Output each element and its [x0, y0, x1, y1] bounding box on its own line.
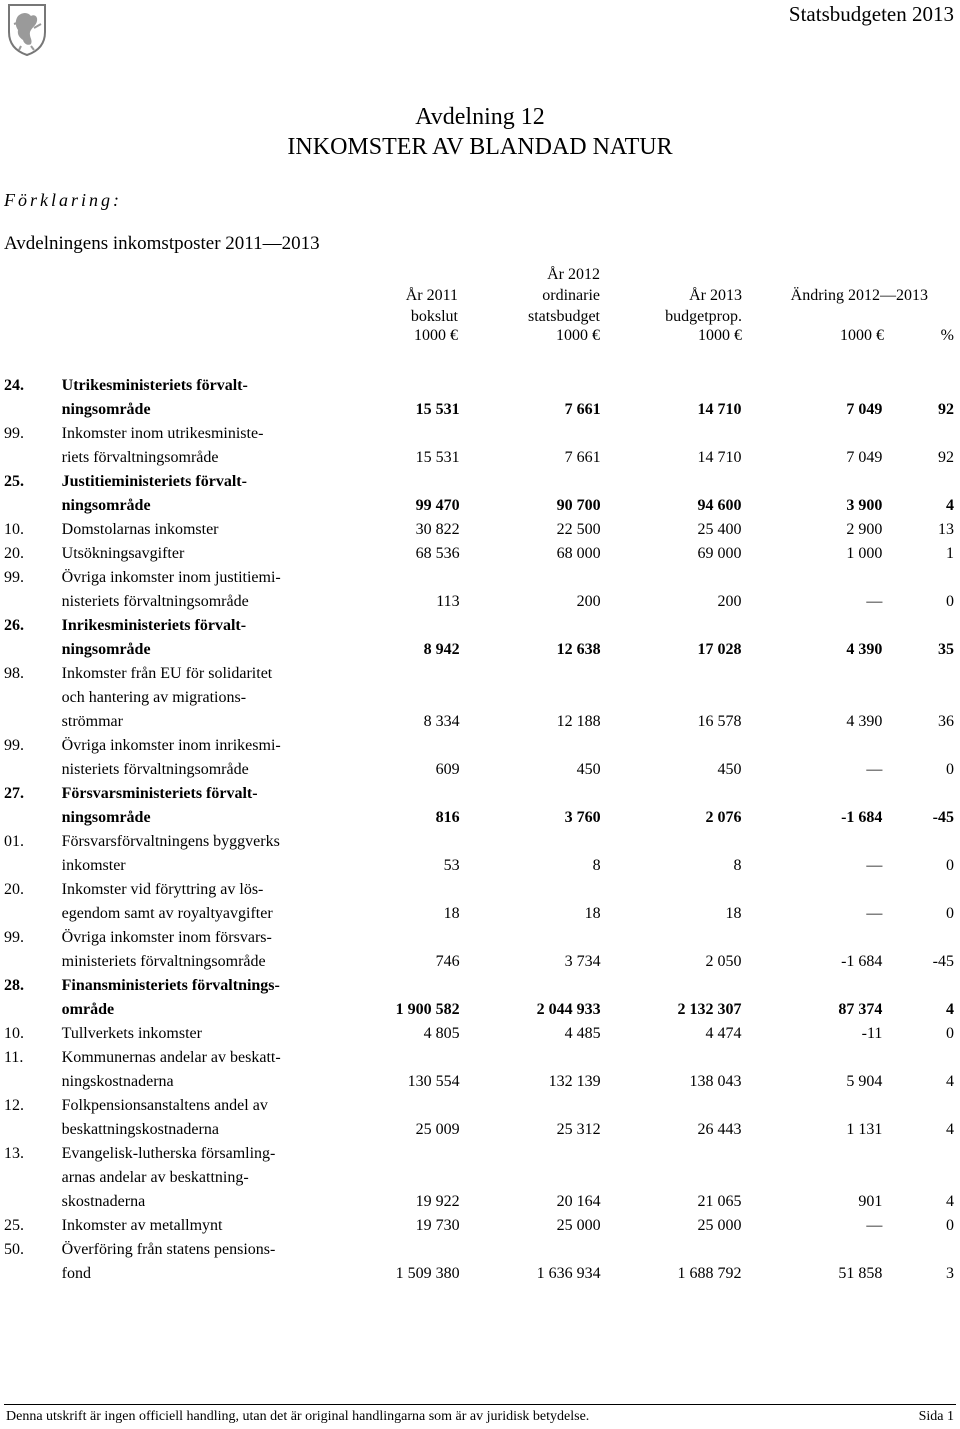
value-change: — — [866, 761, 883, 778]
value-percent: 4 — [946, 497, 954, 514]
value-2012: 1 636 934 — [536, 1265, 601, 1282]
row-code: 11. — [4, 1049, 24, 1066]
table-row — [0, 1214, 960, 1238]
row-description-line: skostnaderna — [61, 1193, 146, 1210]
budget-table — [0, 374, 960, 1286]
row-description-line: Överföring från statens pensions- — [61, 1241, 276, 1258]
col-2013-unit: 1000 € — [698, 327, 742, 344]
row-code: 20. — [4, 545, 24, 562]
col-2011-header: År 2011 bokslut — [405, 287, 458, 325]
row-description-line: Övriga inkomster inom försvars- — [61, 929, 272, 946]
table-row — [0, 662, 960, 734]
row-code: 50. — [4, 1241, 24, 1258]
row-description — [62, 566, 321, 614]
value-2011: 1 900 582 — [395, 1001, 460, 1018]
value-2012: 90 700 — [556, 497, 601, 514]
row-description-line: och hantering av migrations- — [61, 689, 247, 706]
value-2012: 68 000 — [556, 545, 601, 562]
row-code: 99. — [4, 737, 24, 754]
value-2011: 19 730 — [415, 1217, 460, 1234]
value-percent: 4 — [946, 1193, 954, 1210]
col-percent-unit: % — [940, 327, 954, 344]
value-2013: 8 — [733, 857, 742, 874]
row-description-line: Domstolarnas inkomster — [61, 521, 219, 538]
value-change: 2 900 — [846, 521, 883, 538]
value-2013: 16 578 — [697, 713, 742, 730]
value-2013: 94 600 — [697, 497, 742, 514]
value-change: 5 904 — [846, 1073, 883, 1090]
budget-table-body — [0, 374, 960, 1286]
row-description-line: ningsområde — [61, 809, 151, 826]
value-2012: 25 000 — [556, 1217, 601, 1234]
table-row — [0, 734, 960, 782]
row-code: 28. — [4, 977, 24, 994]
row-description-line: ningsområde — [61, 641, 151, 658]
value-2011: 18 — [443, 905, 460, 922]
value-2013: 26 443 — [697, 1121, 742, 1138]
page-number: Sida 1 — [918, 1409, 954, 1424]
row-description — [62, 374, 321, 422]
value-2011: 816 — [435, 809, 460, 826]
value-change: 901 — [858, 1193, 883, 1210]
value-2011: 8 334 — [423, 713, 460, 730]
row-description-line: Finansministeriets förvaltnings- — [61, 977, 280, 994]
value-change: 4 390 — [846, 713, 883, 730]
row-code: 20. — [4, 881, 24, 898]
value-2011: 1 509 380 — [395, 1265, 460, 1282]
row-description-line: ningsområde — [61, 497, 151, 514]
row-description-line: Inrikesministeriets förvalt- — [61, 617, 247, 634]
row-description-line: Tullverkets inkomster — [61, 1025, 202, 1042]
table-row — [0, 614, 960, 662]
col-2013-header: År 2013 budgetprop. — [665, 287, 742, 325]
value-2011: 68 536 — [415, 545, 460, 562]
row-code: 26. — [4, 617, 24, 634]
value-percent: 92 — [938, 401, 954, 418]
table-row — [0, 1238, 960, 1286]
row-description-line: Kommunernas andelar av beskatt- — [61, 1049, 281, 1066]
value-change: — — [866, 857, 883, 874]
row-code: 13. — [4, 1145, 24, 1162]
value-percent: 36 — [938, 713, 954, 730]
value-2013: 200 — [717, 593, 742, 610]
value-2013: 138 043 — [689, 1073, 742, 1090]
table-row — [0, 422, 960, 470]
value-2013: 14 710 — [697, 401, 742, 418]
row-description-line: Inkomster av metallmynt — [61, 1217, 223, 1234]
row-description-line: Utrikesministeriets förvalt- — [61, 377, 248, 394]
value-2012: 132 139 — [548, 1073, 601, 1090]
row-description-line: Inkomster från EU för solidaritet — [61, 665, 273, 682]
row-description — [62, 518, 321, 542]
value-2012: 200 — [576, 593, 601, 610]
footer-disclaimer: Denna utskrift är ingen officiell handling, utan det är original handlingarna som är av juridisk betydelse. — [6, 1409, 590, 1424]
row-description-line: egendom samt av royaltyavgifter — [61, 905, 273, 922]
value-percent: 3 — [946, 1265, 954, 1282]
table-heading: Avdelningens inkomstposter 2011—2013 — [4, 233, 320, 254]
document-title: Statsbudgeten 2013 — [788, 2, 954, 26]
value-2012: 7 661 — [564, 401, 601, 418]
value-change: 4 390 — [846, 641, 883, 658]
value-percent: 4 — [946, 1073, 954, 1090]
value-2011: 99 470 — [415, 497, 460, 514]
row-code: 99. — [4, 569, 24, 586]
col-change-unit: 1000 € — [840, 327, 884, 344]
value-2013: 25 000 — [697, 1217, 742, 1234]
value-percent: 0 — [946, 593, 954, 610]
row-description — [62, 422, 321, 470]
value-change: — — [866, 1217, 883, 1234]
value-2012: 20 164 — [556, 1193, 601, 1210]
value-2011: 53 — [443, 857, 460, 874]
row-description-line: Evangelisk-lutherska församling- — [61, 1145, 276, 1162]
row-code: 27. — [4, 785, 24, 802]
row-description-line: Övriga inkomster inom justitiemi- — [61, 569, 281, 586]
footer-divider — [4, 1404, 956, 1405]
value-2012: 25 312 — [556, 1121, 601, 1138]
row-description-line: ningskostnaderna — [61, 1073, 174, 1090]
value-change: 7 049 — [846, 401, 883, 418]
table-row — [0, 926, 960, 974]
col-2012-unit: 1000 € — [556, 327, 600, 344]
table-row — [0, 566, 960, 614]
value-change: 3 900 — [846, 497, 883, 514]
row-description — [62, 974, 321, 1022]
table-row — [0, 1046, 960, 1094]
value-2012: 450 — [576, 761, 601, 778]
value-change: -1 684 — [841, 953, 883, 970]
table-row — [0, 974, 960, 1022]
value-2013: 4 474 — [705, 1025, 742, 1042]
value-percent: 0 — [946, 1217, 954, 1234]
row-code: 98. — [4, 665, 24, 682]
row-description — [62, 662, 321, 734]
row-description-line: ningsområde — [61, 401, 151, 418]
value-change: 87 374 — [838, 1001, 883, 1018]
value-2013: 450 — [717, 761, 742, 778]
row-description — [62, 1046, 321, 1094]
value-2012: 7 661 — [564, 449, 601, 466]
row-description-line: nisteriets förvaltningsområde — [61, 761, 249, 778]
value-2012: 22 500 — [556, 521, 601, 538]
row-description-line: område — [61, 1001, 115, 1018]
value-change: — — [866, 593, 883, 610]
table-row — [0, 830, 960, 878]
value-percent: 0 — [946, 761, 954, 778]
value-2013: 2 132 307 — [677, 1001, 742, 1018]
row-code: 24. — [4, 377, 24, 394]
row-description-line: strömmar — [61, 713, 123, 730]
table-row — [0, 542, 960, 566]
value-2013: 14 710 — [697, 449, 742, 466]
value-change: 1 000 — [846, 545, 883, 562]
value-2011: 113 — [436, 593, 460, 610]
value-2012: 18 — [584, 905, 601, 922]
row-description — [62, 470, 321, 518]
value-2012: 2 044 933 — [536, 1001, 601, 1018]
value-2013: 17 028 — [697, 641, 742, 658]
row-description-line: Folkpensionsanstaltens andel av — [61, 1097, 268, 1114]
table-row — [0, 878, 960, 926]
row-code: 10. — [4, 1025, 24, 1042]
table-row — [0, 1142, 960, 1214]
table-row — [0, 1094, 960, 1142]
value-percent: 4 — [946, 1121, 954, 1138]
value-2013: 2 050 — [705, 953, 742, 970]
value-percent: 1 — [946, 545, 954, 562]
row-code: 01. — [4, 833, 24, 850]
value-2012: 3 734 — [564, 953, 601, 970]
value-change: 1 131 — [846, 1121, 883, 1138]
value-2012: 4 485 — [564, 1025, 601, 1042]
row-description — [62, 1022, 321, 1046]
explanation-label: Förklaring: — [4, 190, 122, 210]
table-row — [0, 470, 960, 518]
value-change: -11 — [861, 1025, 883, 1042]
row-description-line: Försvarsförvaltningens byggverks — [61, 833, 280, 850]
value-change: 51 858 — [838, 1265, 883, 1282]
value-2011: 19 922 — [415, 1193, 460, 1210]
row-description — [62, 734, 321, 782]
col-change-header: Ändring 2012—2013 — [790, 287, 928, 304]
value-change: -1 684 — [841, 809, 883, 826]
row-description-line: Inkomster vid föryttring av lös- — [61, 881, 264, 898]
value-2011: 609 — [435, 761, 460, 778]
row-code: 99. — [4, 425, 24, 442]
value-change: 7 049 — [846, 449, 883, 466]
table-row — [0, 518, 960, 542]
row-description — [62, 1238, 321, 1286]
value-2011: 25 009 — [415, 1121, 460, 1138]
value-2013: 21 065 — [697, 1193, 742, 1210]
value-percent: 0 — [946, 905, 954, 922]
row-code: 25. — [4, 473, 24, 490]
value-2013: 1 688 792 — [677, 1265, 742, 1282]
value-2013: 69 000 — [697, 545, 742, 562]
table-row — [0, 374, 960, 422]
value-2012: 3 760 — [564, 809, 601, 826]
row-code: 10. — [4, 521, 24, 538]
value-2011: 30 822 — [415, 521, 460, 538]
row-description — [62, 782, 321, 830]
value-percent: -45 — [932, 953, 954, 970]
row-description — [62, 926, 321, 974]
row-description-line: arnas andelar av beskattning- — [61, 1169, 249, 1186]
value-2013: 2 076 — [705, 809, 742, 826]
row-description-line: Inkomster inom utrikesministe- — [61, 425, 264, 442]
row-code: 12. — [4, 1097, 24, 1114]
row-description-line: Utsökningsavgifter — [61, 545, 185, 562]
row-description — [62, 1094, 321, 1142]
row-description-line: Försvarsministeriets förvalt- — [61, 785, 258, 802]
row-code: 25. — [4, 1217, 24, 1234]
row-description-line: Justitieministeriets förvalt- — [61, 473, 247, 490]
row-description-line: beskattningskostnaderna — [61, 1121, 219, 1138]
row-description-line: inkomster — [61, 857, 126, 874]
value-percent: -45 — [932, 809, 954, 826]
table-row — [0, 1022, 960, 1046]
col-2011-unit: 1000 € — [414, 327, 458, 344]
row-description — [62, 1142, 321, 1214]
value-2011: 15 531 — [415, 449, 460, 466]
row-description — [62, 542, 321, 566]
value-percent: 0 — [946, 857, 954, 874]
table-row — [0, 782, 960, 830]
row-description — [62, 1214, 321, 1238]
row-description-line: ministeriets förvaltningsområde — [61, 953, 266, 970]
value-change: — — [866, 905, 883, 922]
row-code: 99. — [4, 929, 24, 946]
value-percent: 0 — [946, 1025, 954, 1042]
section-heading: Avdelning 12 — [415, 104, 545, 130]
value-2011: 15 531 — [415, 401, 460, 418]
value-2012: 12 188 — [556, 713, 601, 730]
section-subheading: INKOMSTER AV BLANDAD NATUR — [287, 134, 673, 160]
value-2012: 12 638 — [556, 641, 601, 658]
row-description-line: fond — [61, 1265, 91, 1282]
col-2012-header: År 2012 ordinarie statsbudget — [528, 266, 600, 325]
row-description — [62, 878, 321, 926]
lion-crest-icon — [6, 2, 48, 56]
row-description — [62, 614, 321, 662]
value-percent: 4 — [946, 1001, 954, 1018]
row-description — [62, 830, 321, 878]
value-2011: 8 942 — [423, 641, 460, 658]
value-2012: 8 — [592, 857, 601, 874]
value-2011: 4 805 — [423, 1025, 460, 1042]
row-description-line: riets förvaltningsområde — [61, 449, 219, 466]
row-description-line: Övriga inkomster inom inrikesmi- — [61, 737, 281, 754]
value-2013: 25 400 — [697, 521, 742, 538]
value-percent: 35 — [938, 641, 954, 658]
value-2013: 18 — [725, 905, 742, 922]
value-percent: 92 — [938, 449, 954, 466]
value-2011: 130 554 — [407, 1073, 460, 1090]
row-description-line: nisteriets förvaltningsområde — [61, 593, 249, 610]
value-2011: 746 — [435, 953, 460, 970]
value-percent: 13 — [938, 521, 954, 538]
